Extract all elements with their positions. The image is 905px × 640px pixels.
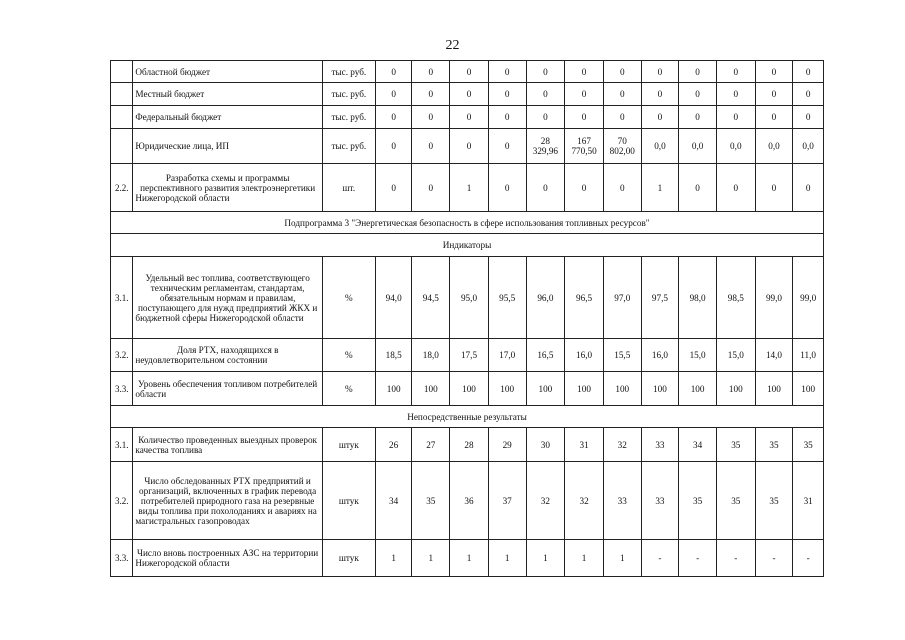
unit-cell: штук [322, 462, 375, 540]
row-number: 3.1. [111, 428, 133, 462]
value-cell: 99,0 [793, 257, 824, 339]
value-cell: 0 [450, 129, 489, 164]
value-cell: 1 [375, 540, 412, 577]
value-cell: 33 [603, 462, 641, 540]
section-heading: Подпрограмма 3 "Энергетическая безопасность в сфере использования топливных ресурсов" [111, 212, 824, 234]
value-cell: 70 802,00 [603, 129, 641, 164]
value-cell: 15,5 [603, 339, 641, 372]
value-cell: 0 [565, 106, 604, 129]
value-cell: - [716, 540, 755, 577]
value-cell: 0 [375, 61, 412, 83]
indicator-name: Местный бюджет [133, 83, 322, 106]
row-number [111, 61, 133, 83]
value-cell: 0 [565, 83, 604, 106]
value-cell: 1 [450, 540, 489, 577]
value-cell: 15,0 [679, 339, 717, 372]
value-cell: 0 [526, 164, 565, 212]
row-number: 3.2. [111, 462, 133, 540]
value-cell: 95,0 [450, 257, 489, 339]
value-cell: 18,5 [375, 339, 412, 372]
value-cell: 100 [641, 372, 679, 406]
value-cell: 97,5 [641, 257, 679, 339]
indicator-name: Федеральный бюджет [133, 106, 322, 129]
value-cell: 0 [716, 61, 755, 83]
value-cell: 1 [450, 164, 489, 212]
value-cell: 27 [412, 428, 450, 462]
value-cell: 167 770,50 [565, 129, 604, 164]
section-row [111, 234, 824, 257]
value-cell: 0 [603, 61, 641, 83]
value-cell: 31 [793, 462, 824, 540]
value-cell: 34 [375, 462, 412, 540]
table-row [111, 462, 824, 540]
value-cell: 1 [603, 540, 641, 577]
unit-cell: % [322, 372, 375, 406]
value-cell: 0 [526, 106, 565, 129]
section-heading: Индикаторы [111, 234, 824, 257]
value-cell: 100 [793, 372, 824, 406]
value-cell: 1 [488, 540, 526, 577]
value-cell: 0 [412, 164, 450, 212]
value-cell: 0 [755, 61, 793, 83]
value-cell: 100 [716, 372, 755, 406]
value-cell: 35 [755, 462, 793, 540]
value-cell: 0 [375, 129, 412, 164]
indicator-name: Уровень обеспечения топливом потребителей области [133, 372, 322, 406]
value-cell: 32 [565, 462, 604, 540]
value-cell: 0 [679, 83, 717, 106]
value-cell: 16,0 [565, 339, 604, 372]
table-row [111, 83, 824, 106]
unit-cell: тыс. руб. [322, 129, 375, 164]
value-cell: 32 [526, 462, 565, 540]
value-cell: 0 [641, 61, 679, 83]
value-cell: 1 [526, 540, 565, 577]
value-cell: 0 [450, 106, 489, 129]
unit-cell: % [322, 339, 375, 372]
value-cell: 17,5 [450, 339, 489, 372]
value-cell: 1 [641, 164, 679, 212]
value-cell: 0 [488, 61, 526, 83]
table-row [111, 372, 824, 406]
indicators-table [110, 60, 824, 577]
value-cell: 0 [450, 83, 489, 106]
value-cell: 94,5 [412, 257, 450, 339]
value-cell: 0 [679, 164, 717, 212]
table-row [111, 106, 824, 129]
section-row [111, 406, 824, 428]
value-cell: 0 [603, 83, 641, 106]
value-cell: 0,0 [793, 129, 824, 164]
value-cell: 35 [679, 462, 717, 540]
value-cell: 0,0 [641, 129, 679, 164]
value-cell: 11,0 [793, 339, 824, 372]
table-row [111, 164, 824, 212]
unit-cell: тыс. руб. [322, 106, 375, 129]
value-cell: 37 [488, 462, 526, 540]
value-cell: 0 [488, 106, 526, 129]
table-row [111, 540, 824, 577]
value-cell: 100 [679, 372, 717, 406]
indicator-name: Разработка схемы и программы перспективного развития электроэнергетики Нижегородской области [133, 164, 322, 212]
value-cell: 16,5 [526, 339, 565, 372]
section-row [111, 212, 824, 234]
value-cell: 35 [716, 462, 755, 540]
value-cell: - [641, 540, 679, 577]
unit-cell: шт. [322, 164, 375, 212]
table-row [111, 61, 824, 83]
value-cell: 0 [716, 164, 755, 212]
value-cell: 98,5 [716, 257, 755, 339]
indicator-name: Число обследованных РТХ предприятий и организаций, включенных в график перевода потребителей природного газа на резервные виды топлива при похолоданиях и авариях на магистральных газопроводах [133, 462, 322, 540]
value-cell: 100 [450, 372, 489, 406]
value-cell: 0 [641, 83, 679, 106]
value-cell: 100 [488, 372, 526, 406]
row-number: 3.3. [111, 540, 133, 577]
value-cell: 0 [526, 61, 565, 83]
row-number [111, 106, 133, 129]
indicator-name: Областной бюджет [133, 61, 322, 83]
value-cell: 35 [716, 428, 755, 462]
value-cell: 31 [565, 428, 604, 462]
value-cell: 96,0 [526, 257, 565, 339]
value-cell: 34 [679, 428, 717, 462]
unit-cell: тыс. руб. [322, 83, 375, 106]
value-cell: 0 [603, 106, 641, 129]
value-cell: 99,0 [755, 257, 793, 339]
value-cell: 0 [793, 106, 824, 129]
value-cell: 0 [641, 106, 679, 129]
value-cell: 18,0 [412, 339, 450, 372]
value-cell: 0 [565, 61, 604, 83]
unit-cell: % [322, 257, 375, 339]
value-cell: 35 [412, 462, 450, 540]
value-cell: 28 329,96 [526, 129, 565, 164]
value-cell: 0 [488, 164, 526, 212]
row-number [111, 83, 133, 106]
section-heading: Непосредственные результаты [111, 406, 824, 428]
value-cell: 0 [679, 61, 717, 83]
value-cell: 0 [565, 164, 604, 212]
value-cell: 1 [565, 540, 604, 577]
row-number: 2.2. [111, 164, 133, 212]
table-row [111, 257, 824, 339]
row-number [111, 129, 133, 164]
value-cell: 15,0 [716, 339, 755, 372]
value-cell: 0 [412, 106, 450, 129]
value-cell: 14,0 [755, 339, 793, 372]
value-cell: 100 [412, 372, 450, 406]
value-cell: 30 [526, 428, 565, 462]
row-number: 3.3. [111, 372, 133, 406]
indicator-name: Юридические лица, ИП [133, 129, 322, 164]
value-cell: 1 [412, 540, 450, 577]
value-cell: 0,0 [679, 129, 717, 164]
value-cell: 28 [450, 428, 489, 462]
value-cell: 0 [412, 61, 450, 83]
value-cell: 0 [526, 83, 565, 106]
value-cell: 0,0 [755, 129, 793, 164]
value-cell: 100 [603, 372, 641, 406]
page-number: 22 [445, 38, 460, 53]
value-cell: 96,5 [565, 257, 604, 339]
value-cell: 100 [755, 372, 793, 406]
value-cell: 35 [755, 428, 793, 462]
value-cell: 0 [716, 106, 755, 129]
value-cell: - [755, 540, 793, 577]
table-body [111, 61, 824, 577]
value-cell: 0 [793, 61, 824, 83]
indicator-name: Доля РТХ, находящихся в неудовлетворительном состоянии [133, 339, 322, 372]
value-cell: 100 [375, 372, 412, 406]
value-cell: 0 [755, 106, 793, 129]
value-cell: 98,0 [679, 257, 717, 339]
value-cell: 0 [755, 164, 793, 212]
value-cell: 0 [793, 164, 824, 212]
indicator-name: Удельный вес топлива, соответствующего техническим регламентам, стандартам, обязательным нормам и правилам, поступающего для нужд предприятий ЖКХ и бюджетной сферы Нижегородской области [133, 257, 322, 339]
value-cell: 100 [526, 372, 565, 406]
value-cell: 0 [793, 83, 824, 106]
value-cell: 0 [375, 106, 412, 129]
table-row [111, 339, 824, 372]
value-cell: 16,0 [641, 339, 679, 372]
value-cell: 0 [679, 106, 717, 129]
value-cell: 33 [641, 428, 679, 462]
value-cell: 94,0 [375, 257, 412, 339]
value-cell: 33 [641, 462, 679, 540]
value-cell: 0 [488, 83, 526, 106]
value-cell: 0,0 [716, 129, 755, 164]
value-cell: 0 [603, 164, 641, 212]
value-cell: 17,0 [488, 339, 526, 372]
value-cell: 0 [375, 164, 412, 212]
value-cell: - [679, 540, 717, 577]
value-cell: 0 [375, 83, 412, 106]
value-cell: 95,5 [488, 257, 526, 339]
row-number: 3.2. [111, 339, 133, 372]
value-cell: 0 [450, 61, 489, 83]
value-cell: 0 [488, 129, 526, 164]
value-cell: 100 [565, 372, 604, 406]
row-number: 3.1. [111, 257, 133, 339]
indicator-name: Количество проведенных выездных проверок качества топлива [133, 428, 322, 462]
value-cell: 36 [450, 462, 489, 540]
value-cell: 0 [412, 83, 450, 106]
unit-cell: штук [322, 540, 375, 577]
unit-cell: тыс. руб. [322, 61, 375, 83]
table-row [111, 129, 824, 164]
value-cell: 97,0 [603, 257, 641, 339]
value-cell: 0 [412, 129, 450, 164]
unit-cell: штук [322, 428, 375, 462]
value-cell: - [793, 540, 824, 577]
value-cell: 32 [603, 428, 641, 462]
value-cell: 29 [488, 428, 526, 462]
value-cell: 0 [716, 83, 755, 106]
table-row [111, 428, 824, 462]
value-cell: 26 [375, 428, 412, 462]
value-cell: 35 [793, 428, 824, 462]
value-cell: 0 [755, 83, 793, 106]
indicator-name: Число вновь построенных АЗС на территории Нижегородской области [133, 540, 322, 577]
